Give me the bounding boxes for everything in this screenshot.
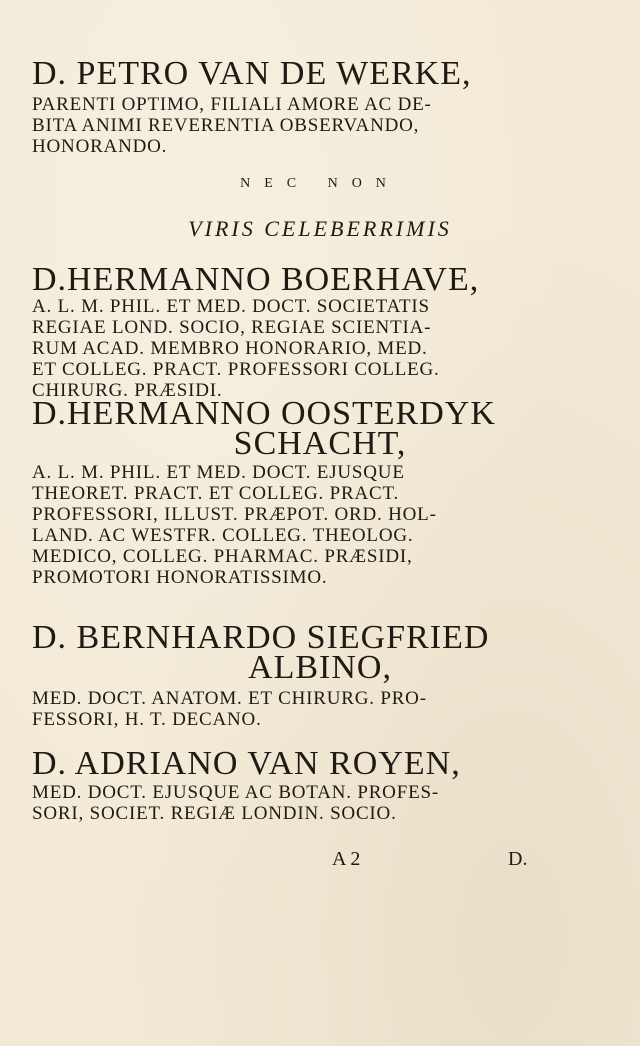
dedication-line: A. L. M. PHIL. ET MED. DOCT. EJUSQUE: [32, 462, 405, 483]
dedication-line: MEDICO, COLLEG. PHARMAC. PRÆSIDI,: [32, 546, 413, 567]
dedicatee-name: D. ADRIANO VAN ROYEN,: [32, 745, 461, 782]
dedicatee-name: D. PETRO VAN DE WERKE,: [32, 55, 472, 92]
catchword: D.: [508, 848, 528, 870]
dedication-line: MED. DOCT. ANATOM. ET CHIRURG. PRO-: [32, 688, 427, 709]
dedication-bernhardo-siegfried-albino: [32, 620, 608, 730]
dedication-line: RUM ACAD. MEMBRO HONORARIO, MED.: [32, 338, 428, 359]
section-heading: VIRIS CELEBERRIMIS: [188, 216, 452, 241]
dedication-line: ET COLLEG. PRACT. PROFESSORI COLLEG.: [32, 359, 440, 380]
dedication-line: FESSORI, H. T. DECANO.: [32, 709, 262, 730]
dedication-line: THEORET. PRACT. ET COLLEG. PRACT.: [32, 483, 399, 504]
dedication-adriano-van-royen: [32, 746, 608, 824]
dedicatee-name-line-2: SCHACHT,: [233, 425, 407, 462]
dedication-line: LAND. AC WESTFR. COLLEG. THEOLOG.: [32, 525, 414, 546]
dedication-line: CHIRURG. PRÆSIDI.: [32, 380, 223, 401]
dedication-line: BITA ANIMI REVERENTIA OBSERVANDO,: [32, 115, 420, 136]
dedicatee-name-line-1: D. BERNHARDO SIEGFRIED: [32, 619, 490, 656]
dedication-line: PARENTI OPTIMO, FILIALI AMORE AC DE-: [32, 94, 432, 115]
dedicatee-name-line-1: D.HERMANNO OOSTERDYK: [32, 395, 496, 432]
dedicatee-name-line-2: ALBINO,: [248, 649, 392, 686]
dedication-line: HONORANDO.: [32, 136, 168, 157]
signature-mark: A 2: [332, 848, 361, 870]
dedication-hermanno-boerhave: [32, 262, 608, 401]
dedicatee-name: D.HERMANNO BOERHAVE,: [32, 261, 480, 298]
separator-nec-non: NEC NON: [240, 176, 400, 191]
dedication-petro-van-de-werke: [32, 56, 608, 157]
dedication-line: REGIAE LOND. SOCIO, REGIAE SCIENTIA-: [32, 317, 432, 338]
dedication-line: SORI, SOCIET. REGIÆ LONDIN. SOCIO.: [32, 803, 397, 824]
dedication-line: MED. DOCT. EJUSQUE AC BOTAN. PROFES-: [32, 782, 439, 803]
dedication-line: A. L. M. PHIL. ET MED. DOCT. SOCIETATIS: [32, 296, 430, 317]
dedication-line: PROFESSORI, ILLUST. PRÆPOT. ORD. HOL-: [32, 504, 437, 525]
dedication-hermanno-oosterdyk-schacht: [32, 396, 608, 588]
dedication-line: PROMOTORI HONORATISSIMO.: [32, 567, 328, 588]
